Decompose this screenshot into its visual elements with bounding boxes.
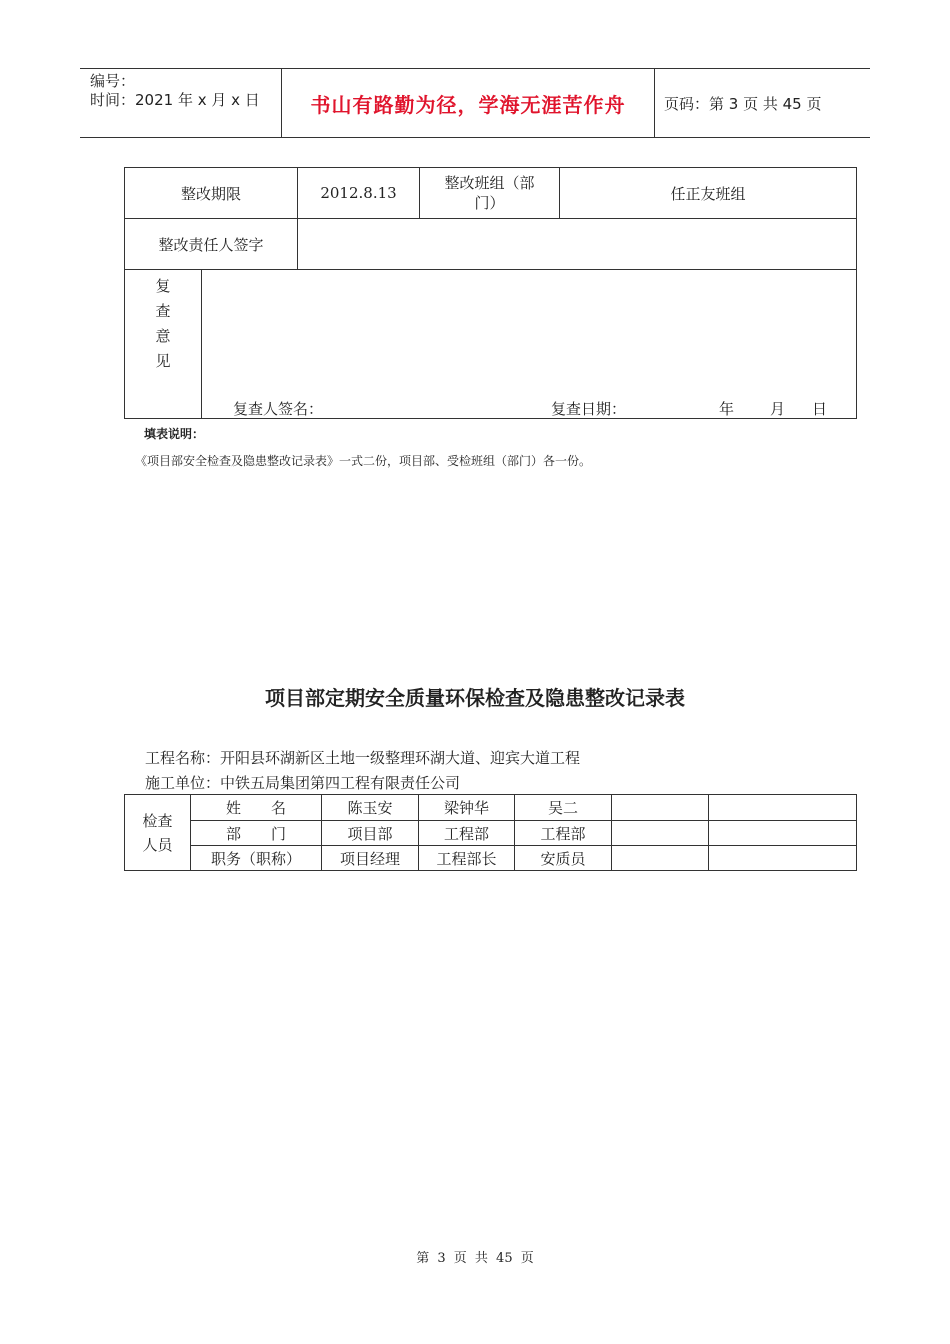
table-cell: 部 门 (225, 824, 286, 843)
header-page-label: 页码：第 3 页 共 45 页 (664, 95, 822, 113)
construction-unit-line: 施工单位：中铁五局集团第四工程有限责任公司 (145, 774, 461, 792)
table-cell: 梁钟华 (443, 799, 489, 817)
table-cell: 工程部长 (436, 849, 497, 868)
project-name-line: 工程名称：开阳县环湖新区土地一级整理环湖大道、迎宾大道工程 (145, 749, 581, 767)
review-opinion-cell[interactable] (202, 270, 856, 388)
day-label: 日 (812, 400, 828, 418)
review-date-label: 复查日期： (551, 400, 627, 418)
team-value: 任正友班组 (670, 184, 746, 203)
month-label: 月 (770, 400, 786, 418)
deadline-label: 整改期限 (180, 184, 241, 203)
table-cell: 工程部 (443, 824, 489, 843)
table-cell[interactable] (709, 795, 856, 820)
table-cell: 吴二 (547, 799, 578, 817)
rectification-table (124, 167, 857, 419)
table-cell: 工程部 (540, 824, 586, 843)
table-cell: 职务（职称） (210, 849, 301, 868)
table-cell: 项目部 (347, 824, 393, 843)
team-label-line2: 门） (474, 194, 505, 212)
table-cell: 项目经理 (339, 849, 400, 868)
review-char: 见 (155, 352, 171, 370)
note-text: 《项目部安全检查及隐患整改记录表》一式二份，项目部、受检班组（部门）各一份。 (135, 454, 592, 468)
inspector-label (125, 795, 190, 870)
form-title: 项目部定期安全质量环保检查及隐患整改记录表 (265, 686, 685, 710)
reviewer-label: 复查人签名： (233, 400, 324, 418)
note-title: 填表说明： (144, 427, 205, 441)
deadline-value: 2012.8.13 (320, 184, 397, 202)
year-label: 年 (719, 400, 735, 418)
review-char: 复 (155, 277, 171, 295)
table-cell: 姓 名 (225, 799, 286, 817)
table-cell[interactable] (612, 821, 708, 845)
table-cell[interactable] (612, 846, 708, 870)
team-label-line1: 整改班组（部 (444, 174, 535, 192)
header-motto: 书山有路勤为径，学海无涯苦作舟 (310, 92, 626, 117)
header-left (90, 72, 260, 110)
inspector-label-line1: 检查 (142, 811, 173, 830)
table-cell[interactable] (612, 795, 708, 820)
number-label: 编号： (90, 72, 136, 90)
table-cell: 陈玉安 (347, 799, 393, 817)
inspector-table (124, 794, 857, 871)
time-label: 时间：2021 年 x 月 x 日 (90, 91, 260, 109)
review-label (125, 274, 201, 374)
responsible-label: 整改责任人签字 (158, 235, 264, 254)
review-char: 查 (155, 302, 171, 320)
page-footer: 第 3 页 共 45 页 (416, 1251, 534, 1266)
page-header (80, 68, 870, 138)
team-label (420, 168, 559, 218)
table-cell: 安质员 (540, 849, 586, 868)
header-divider (654, 69, 655, 137)
review-char: 意 (155, 327, 171, 345)
table-cell[interactable] (709, 846, 856, 870)
responsible-signature-cell[interactable] (298, 219, 856, 269)
table-cell[interactable] (709, 821, 856, 845)
inspector-label-line2: 人员 (142, 835, 173, 854)
